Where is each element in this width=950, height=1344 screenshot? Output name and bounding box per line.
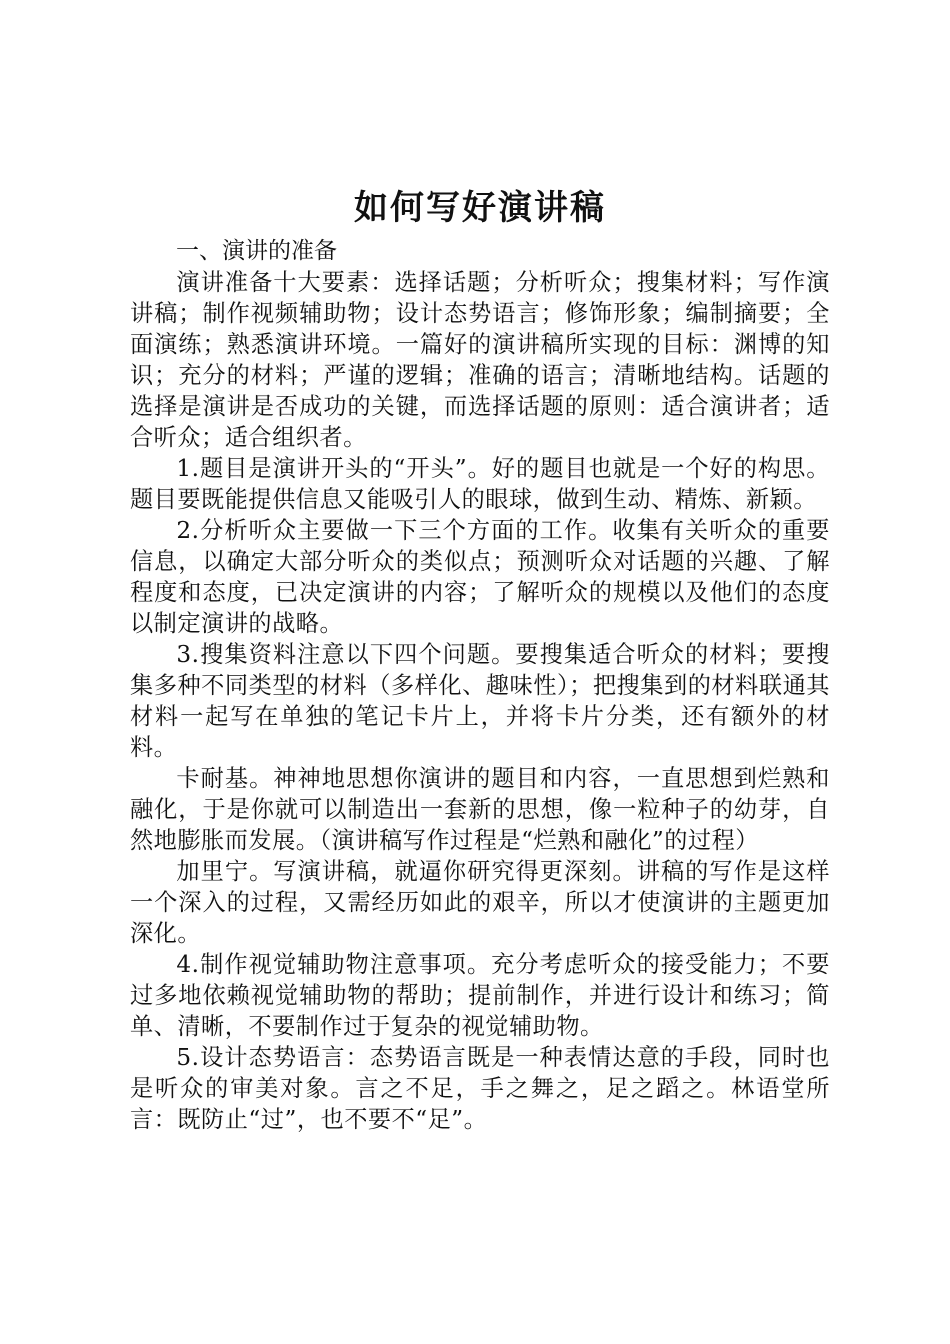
paragraph-intro: 演讲准备十大要素：选择话题；分析听众；搜集材料；写作演讲稿；制作视频辅助物；设计态势语言；修饰形象；编制摘要；全面演练；熟悉演讲环境。一篇好的演讲稿所实现的目标：渊博的知识；充分的材料；严谨的逻辑；准确的语言；清晰地结构。话题的选择是演讲是否成功的关键，而选择话题的原则：适合演讲者；适合听众；适合组织者。 bbox=[130, 269, 830, 451]
paragraph-point-1: 1.题目是演讲开头的“开头”。好的题目也就是一个好的构思。题目要既能提供信息又能吸引人的眼球，做到生动、精炼、新颖。 bbox=[130, 455, 830, 513]
document-page bbox=[130, 186, 830, 1135]
paragraph-point-3: 3.搜集资料注意以下四个问题。要搜集适合听众的材料；要搜集多种不同类型的材料（多样化、趣味性）；把搜集到的材料联通其材料一起写在单独的笔记卡片上，并将卡片分类，还有额外的材料。 bbox=[130, 641, 830, 761]
paragraph-point-5: 5.设计态势语言：态势语言既是一种表情达意的手段，同时也是听众的审美对象。言之不足，手之舞之，足之蹈之。林语堂所言：既防止“过”，也不要不“足”。 bbox=[130, 1044, 830, 1133]
paragraph-point-4: 4.制作视觉辅助物注意事项。充分考虑听众的接受能力；不要过多地依赖视觉辅助物的帮助；提前制作，并进行设计和练习；简单、清晰，不要制作过于复杂的视觉辅助物。 bbox=[130, 951, 830, 1040]
paragraph-quote-kalinin: 加里宁。写演讲稿，就逼你研究得更深刻。讲稿的写作是这样一个深入的过程，又需经历如此的艰辛，所以才使演讲的主题更加深化。 bbox=[130, 858, 830, 947]
paragraph-quote-carnegie: 卡耐基。神神地思想你演讲的题目和内容，一直思想到烂熟和融化，于是你就可以制造出一套新的思想，像一粒种子的幼芽，自然地膨胀而发展。（演讲稿写作过程是“烂熟和融化”的过程） bbox=[130, 765, 830, 854]
document-title: 如何写好演讲稿 bbox=[354, 188, 606, 228]
section-heading: 一、演讲的准备 bbox=[176, 238, 337, 264]
paragraph-point-2: 2.分析听众主要做一下三个方面的工作。收集有关听众的重要信息，以确定大部分听众的类似点；预测听众对话题的兴趣、了解程度和态度，已决定演讲的内容；了解听众的规模以及他们的态度以制定演讲的战略。 bbox=[130, 517, 830, 637]
